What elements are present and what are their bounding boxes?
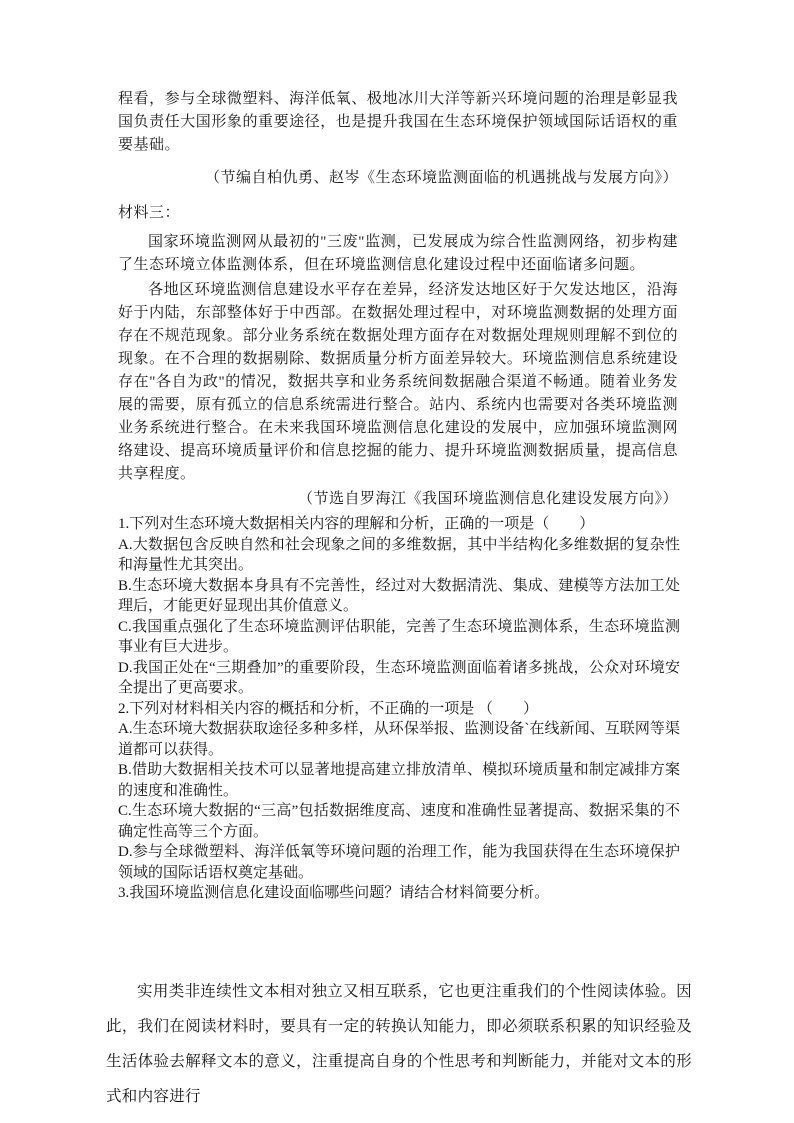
- question-1-stem: 1.下列对生态环境大数据相关内容的理解和分析，正确的一项是（ ）: [118, 516, 595, 532]
- question-2-stem: 2.下列对材料相关内容的概括和分析，不正确的一项是 （ ）: [118, 700, 539, 717]
- material-two-continuation-paragraph: 程看，参与全球微塑料、海洋低氧、极地冰川大洋等新兴环境问题的治理是彰显我国负责任大国形象的重要途径，也是提升我国在生态环境保护领域国际话语权的重要基础。: [118, 91, 678, 153]
- material-three-heading: 材料三：: [118, 205, 181, 221]
- material-three-paragraph-1: 国家环境监测网从最初的"三废"监测，已发展成为综合性监测网络，初步构建了生态环境立体监测体系，但在环境监测信息化建设过程中还面临诸多问题。: [118, 234, 678, 273]
- footer-note-paragraph: 实用类非连续性文本相对独立又相互联系，它也更注重我们的个性阅读体验。因此，我们在阅读材料时，要具有一定的转换认知能力，即必须联系积累的知识经验及生活体验去解释文本的意义，注重提高自身的个性思考和判断能力，并能对文本的形式和内容进行: [106, 982, 692, 1105]
- footer-note-section: [106, 974, 692, 1114]
- question-1-option-c: C.我国重点强化了生态环境监测评估职能，完善了生态环境监测体系，生态环境监测事业有巨大进步。: [118, 618, 680, 655]
- material-three-paragraph-2: 各地区环境监测信息建设水平存在差异，经济发达地区好于欠发达地区，沿海好于内陆，东部整体好于中西部。在数据处理过程中，对环境监测数据的处理方面存在不规范现象。部分业务系统在数据处理方面存在对数据处理规则理解不到位的现象。在不合理的数据剔除、数据质量分析方面差异较大。环境监测信息系统建设存在"各自为政"的情况，数据共享和业务系统间数据融合渠道不畅通。随着业务发展的需要，原有孤立的信息系统需进行整合。站内、系统内也需要对各类环境监测业务系统进行整合。在未来我国环境监测信息化建设的发展中，应加强环境监测网络建设、提高环境质量评价和信息挖掘的能力、提升环境监测数据质量，提高信息共享程度。: [118, 282, 678, 482]
- question-2-option-d: D.参与全球微塑料、海洋低氧等环境问题的治理工作，能为我国获得在生态环境保护领域的国际话语权奠定基础。: [118, 844, 680, 881]
- question-2-option-a: A.生态环境大数据获取途径多种多样，从环保举报、监测设备`在线新闻、互联网等渠道都可以获得。: [118, 721, 680, 758]
- question-1-option-a: A.大数据包含反映自然和社会现象之间的多维数据，其中半结构化多维数据的复杂性和海量性尤其突出。: [118, 536, 680, 573]
- question-2-option-b: B.借助大数据相关技术可以显著地提高建立排放清单、模拟环境质量和制定减排方案的速度和准确性。: [118, 762, 680, 799]
- question-3-stem: 3.我国环境监测信息化建设面临哪些问题？请结合材料简要分析。: [118, 885, 550, 901]
- material-three-source-citation: （节选自罗海江《我国环境监测信息化建设发展方向》）: [297, 491, 678, 507]
- question-2-option-c: C.生态环境大数据的“三高”包括数据维度高、速度和准确性显著提高、数据采集的不确定性高等三个方面。: [118, 803, 680, 840]
- question-1-option-b: B.生态环境大数据本身具有不完善性，经过对大数据清洗、集成、建模等方法加工处理后，才能更好显现出其价值意义。: [118, 577, 680, 614]
- question-1-option-d: D.我国正处在“三期叠加”的重要阶段，生态环境监测面临着诸多挑战，公众对环境安全提出了更高要求。: [118, 659, 680, 696]
- material-two-source-citation: （节编自柏仇勇、赵岑《生态环境监测面临的机遇挑战与发展方向》）: [204, 170, 678, 186]
- questions-section: [118, 514, 680, 904]
- reading-materials-section: [118, 88, 678, 511]
